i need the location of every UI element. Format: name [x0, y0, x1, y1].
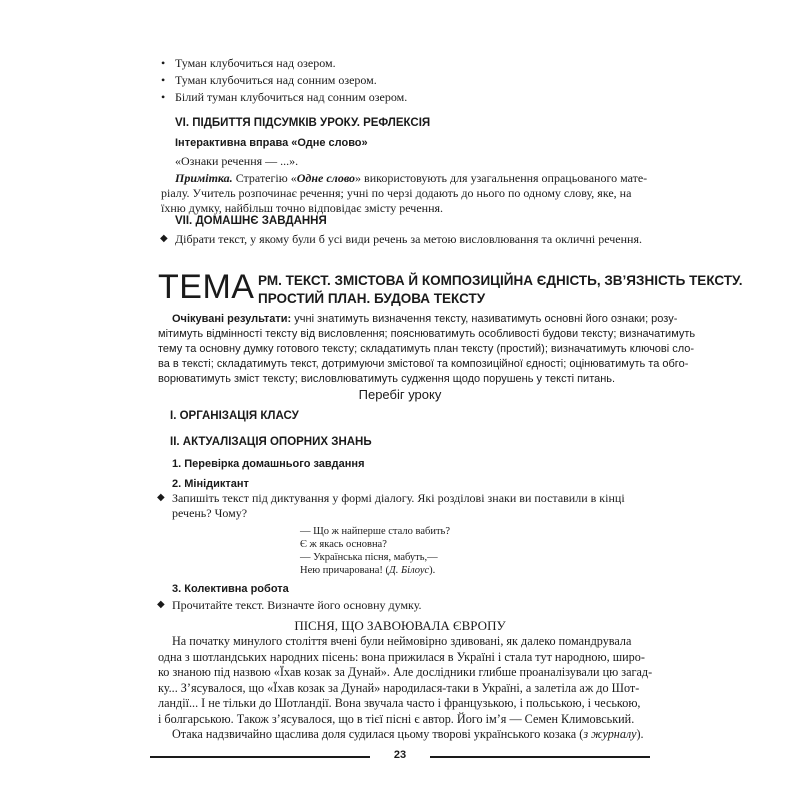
subsection-heading: 2. Мінідиктант [172, 478, 249, 490]
topic-title-line1: РМ. ТЕКСТ. ЗМІСТОВА Й КОМПОЗИЦІЙНА ЄДНІСТЬ, ЗВ’ЯЗНІСТЬ ТЕКСТУ. [258, 273, 743, 288]
task-item: ◆ Запишіть текст під диктування у формі діалогу. Які розділові знаки ви поставили в кінці речень? Чому? [157, 491, 625, 520]
article-body: На початку минулого століття вчені були неймовірно здивовані, як далеко помандрувала одна з шотландських народних пісень: вона прижилася в Україні і стала тут народною, широ- ко знаною під назвою «Їхав козак за Дунай». Але дослідники глибше проаналізували цю загад- ку... З’ясувалося, що «Їхав козак за Дунай» народилася-таки в Україні, а залетіла аж до Шот- ландії... І не тільки до Шотландії. Вона звучала часто і французькою, і польською, і чеською, і болгарською. Також з’ясувалося, що в тієї пісні є автор. Його ім’я — Семен Климовський. Отака надзвичайно щаслива доля судилася цьому творові українського козака (з журналу). [158, 634, 653, 741]
section-heading: VI. ПІДБИТТЯ ПІДСУМКІВ УРОКУ. РЕФЛЕКСІЯ [175, 117, 431, 129]
task-item: ◆ Прочитайте текст. Визначте його основну думку. [157, 598, 422, 612]
bullet-icon: • [161, 73, 166, 87]
bullet-icon: • [161, 56, 166, 70]
diamond-bullet-icon: ◆ [157, 492, 165, 503]
footer-rule-left [150, 756, 370, 758]
footer-rule-right [430, 756, 650, 758]
note-label: Примітка. [175, 171, 233, 185]
exercise-title: Інтерактивна вправа «Одне слово» [175, 137, 368, 149]
expected-results-label: Очікувані результати: [172, 313, 292, 325]
poem-author: Д. Білоус [389, 565, 430, 576]
lesson-flow-heading: Перебіг уроку [358, 387, 442, 402]
note-paragraph: Примітка. Стратегію «Одне слово» використовують для узагальнення опрацьованого мате- ріалу. Учитель розпочинає речення; учні по черзі додають до нього по одному слову, яке, на їхню думку, найбільш точно відповідає змісту речення. [161, 171, 648, 215]
bullet-icon: • [161, 90, 166, 104]
topic-title-line2: ПРОСТИЙ ПЛАН. БУДОВА ТЕКСТУ [258, 291, 486, 306]
diamond-bullet-icon: ◆ [160, 233, 168, 244]
subsection-heading: 3. Колективна робота [172, 583, 289, 595]
article-title: ПІСНЯ, ЩО ЗАВОЮВАЛА ЄВРОПУ [294, 618, 506, 633]
list-item: • Туман клубочиться над сонним озером. [161, 73, 377, 87]
dialog-poem: — Що ж найперше стало вабить? Є ж якась основна? — Українська пісня, мабуть,— Нею причарована! (Д. Білоус). [300, 526, 450, 576]
list-item: • Білий туман клубочиться над сонним озером. [161, 90, 408, 104]
list-item: ◆ Дібрати текст, у якому були б усі види речень за метою висловлювання та окличні речення. [160, 232, 642, 246]
article-source: з журналу [583, 727, 637, 741]
section-heading: II. АКТУАЛІЗАЦІЯ ОПОРНИХ ЗНАНЬ [170, 436, 372, 448]
diamond-bullet-icon: ◆ [157, 599, 165, 610]
section-heading: I. ОРГАНІЗАЦІЯ КЛАСУ [170, 410, 299, 422]
expected-results: Очікувані результати: учні знатимуть визначення тексту, називатимуть основні його ознаки; розу- мітимуть відмінності тексту від висловлення; пояснюватимуть особливості будови тексту; визначатимуть тему та основну думку готового тексту; складатимуть план тексту (простий); визначатимуть ключові сло- ва в тексті; складатимуть текст, дотримуючи змістової та композиційної єдності; оцінюватимуть та обго- ворюватимуть зміст тексту; висловлюватимуть судження щодо порушень у тексті питань. [158, 313, 696, 385]
list-item: • Туман клубочиться над озером. [161, 56, 336, 70]
page-number: 23 [393, 749, 407, 761]
subsection-heading: 1. Перевірка домашнього завдання [172, 458, 365, 470]
section-heading: VII. ДОМАШНЄ ЗАВДАННЯ [175, 215, 327, 227]
tema-label: ТЕМА [158, 268, 255, 306]
exercise-prompt: «Ознаки речення — ...». [175, 154, 299, 168]
